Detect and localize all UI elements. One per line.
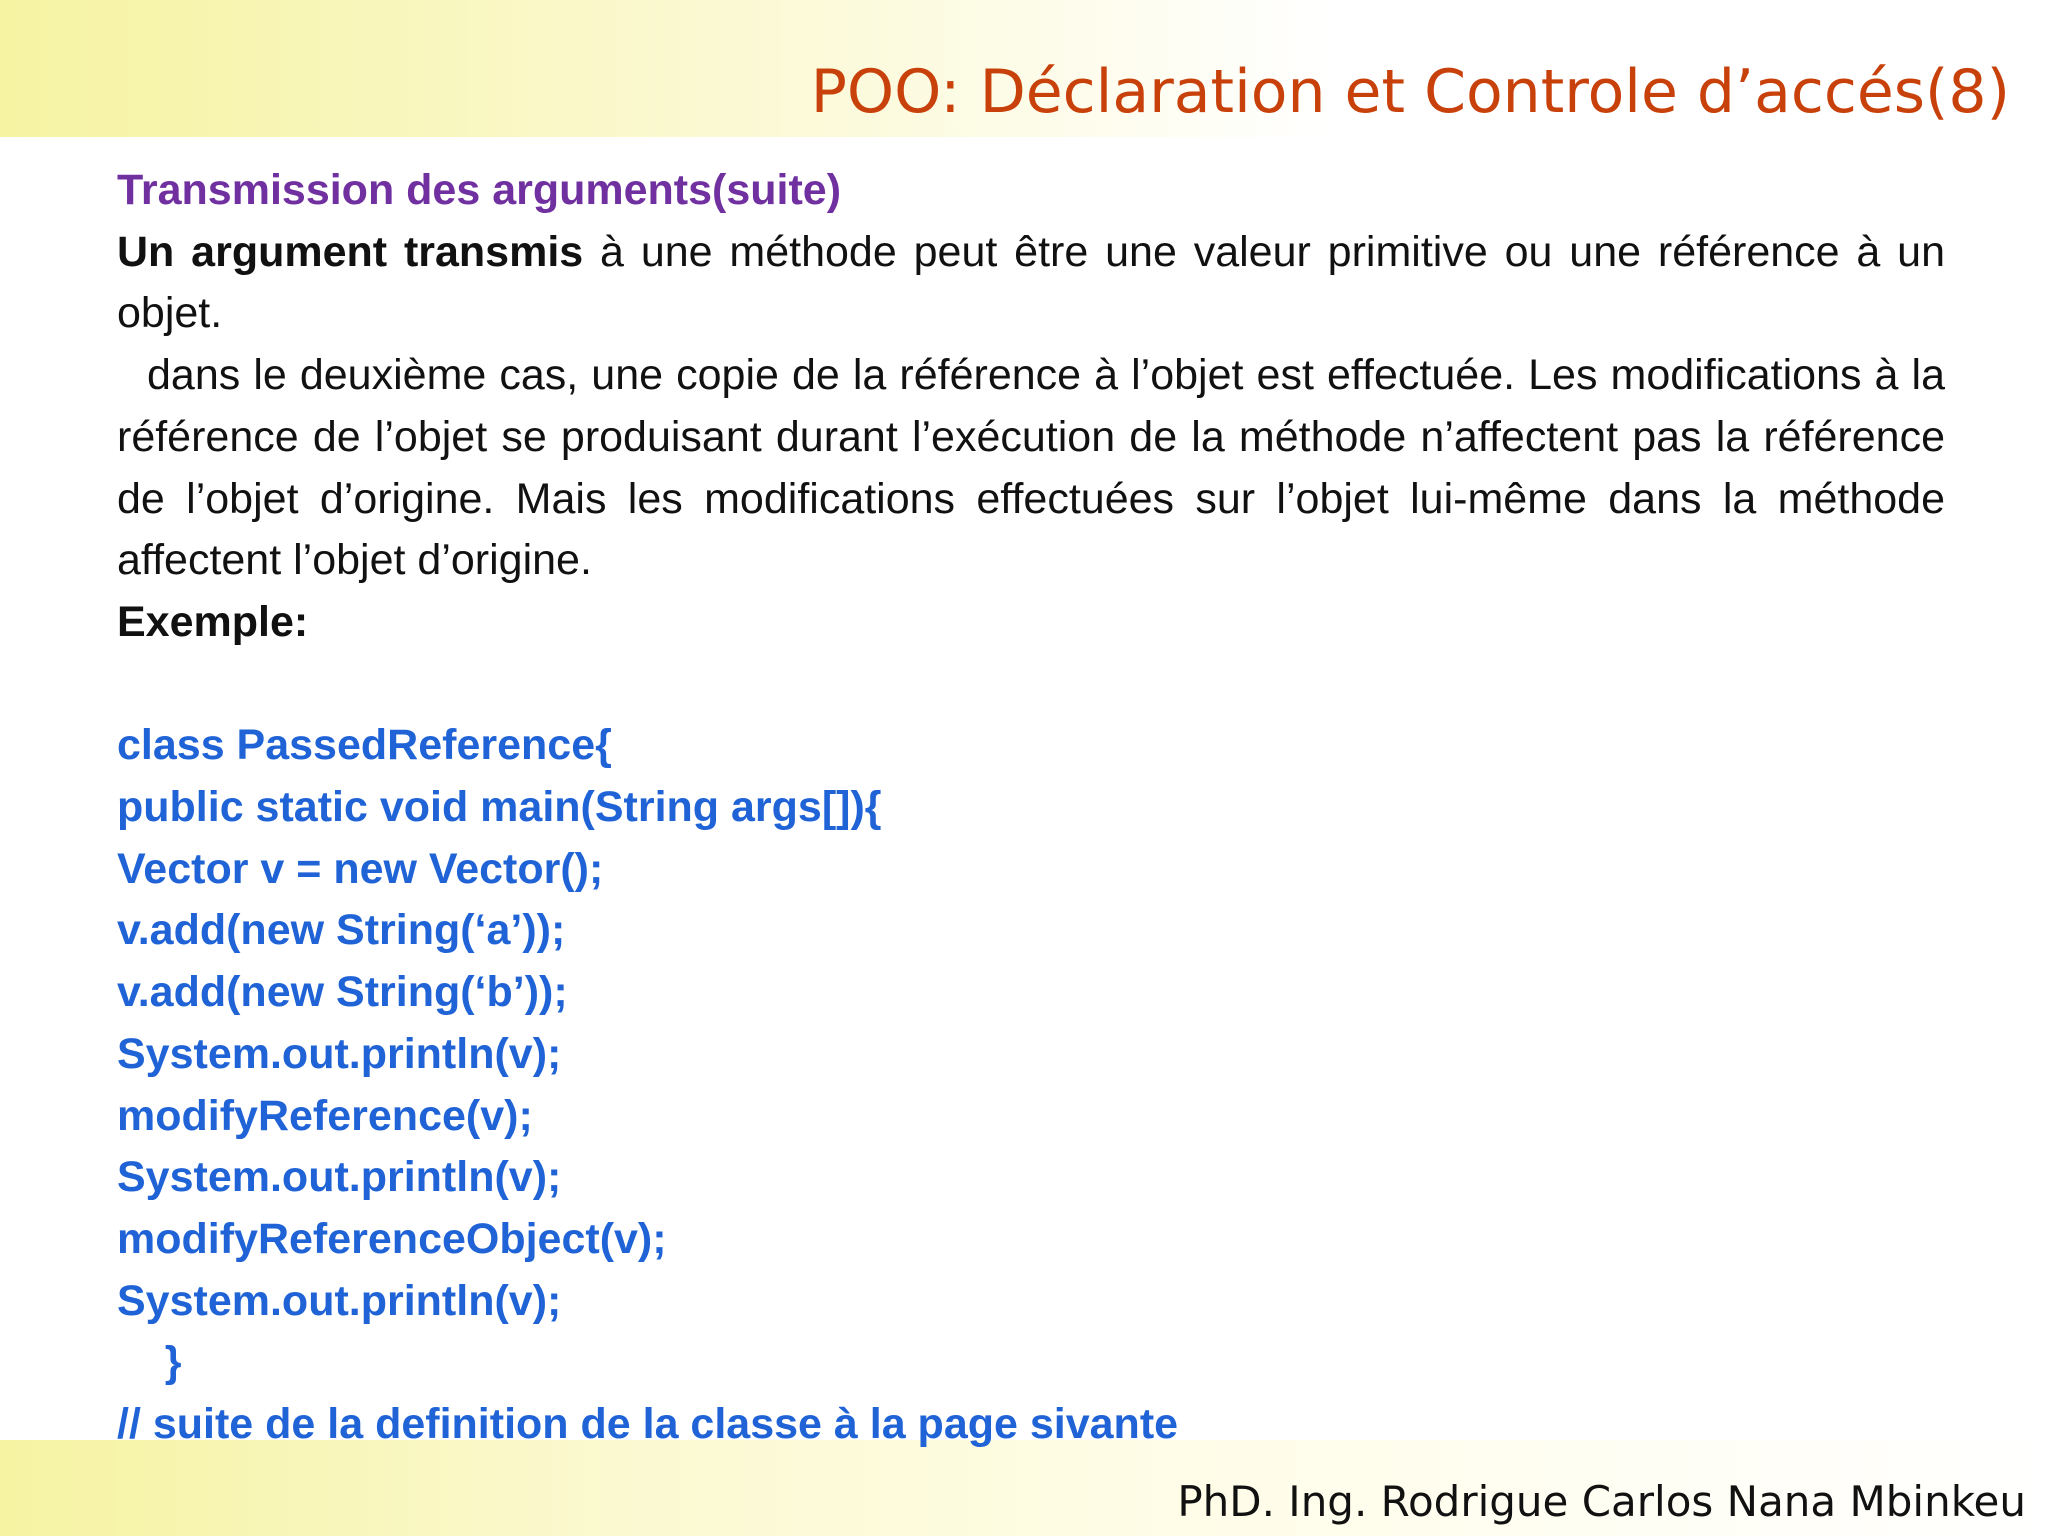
blank-line: [117, 654, 1945, 716]
footer-author: PhD. Ing. Rodrigue Carlos Nana Mbinkeu: [1177, 1477, 2026, 1526]
code-line: System.out.println(v);: [117, 1153, 562, 1202]
code-line: public static void main(String args[]){: [117, 783, 882, 832]
paragraph-reference-copy: dans le deuxième cas, une copie de la référence à l’objet est effectuée. Les modifications à la référence de l’objet se produisant durant l’exécution de la méthode n’affectent pas la référence de l’objet d’origine. Mais les modifications effectuées sur l’objet lui-même dans la méthode affectent l’objet d’origine.: [117, 351, 1945, 585]
slide-body: [117, 160, 1945, 1456]
code-line: v.add(new String(‘b’));: [117, 968, 568, 1017]
code-line: }: [117, 1338, 182, 1387]
section-subtitle: Transmission des arguments(suite): [117, 166, 842, 214]
code-line: Vector v = new Vector();: [117, 844, 604, 893]
code-line: class PassedReference{: [117, 721, 612, 770]
code-block: [117, 715, 1945, 1455]
paragraph-argument: [117, 222, 1945, 345]
example-label: Exemple:: [117, 597, 309, 646]
code-line: System.out.println(v);: [117, 1029, 562, 1078]
paragraph-lead: Un argument transmis: [117, 227, 584, 276]
code-line: v.add(new String(‘a’));: [117, 906, 566, 955]
code-line: modifyReference(v);: [117, 1091, 533, 1140]
code-comment: // suite de la definition de la classe à la page sivante: [117, 1400, 1179, 1449]
code-line: System.out.println(v);: [117, 1276, 562, 1325]
slide-title: POO: Déclaration et Controle d’accés(8): [810, 57, 2010, 127]
code-line: modifyReferenceObject(v);: [117, 1214, 667, 1263]
paragraph-rest: à une méthode peut être une valeur primitive ou une référence à un objet.: [117, 227, 1946, 338]
